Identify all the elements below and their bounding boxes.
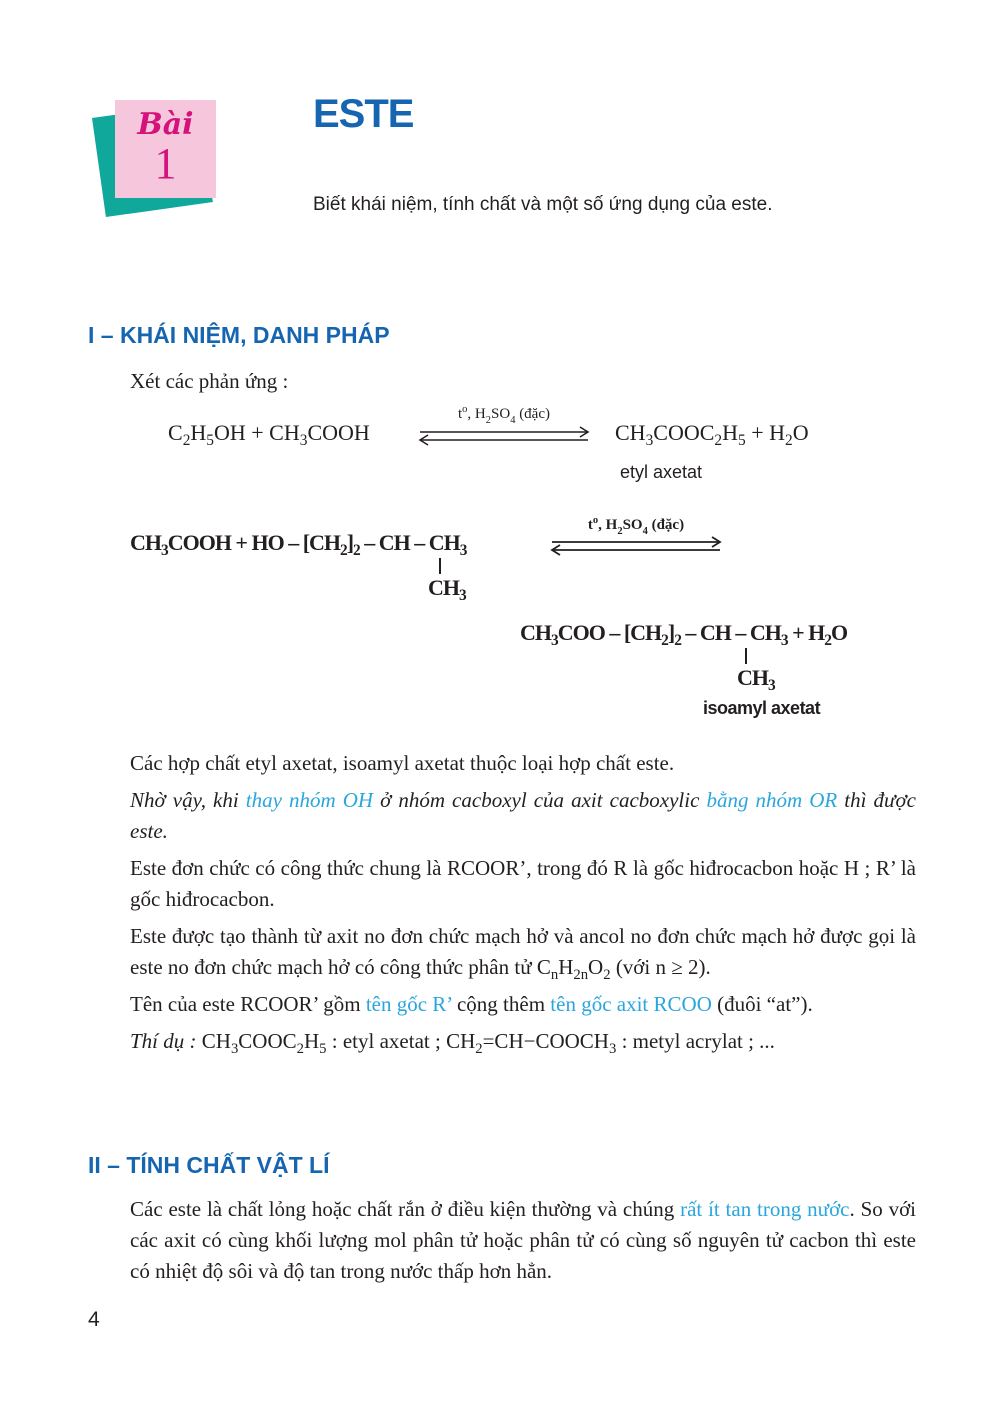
reaction2-products: $CH_3COO - [CH_2]_2$ – CH – $CH_3 + H_2O$ — [520, 620, 848, 649]
reaction1-condition: $t^o$, $H_2SO_4$ (đặc) — [457, 404, 550, 426]
text: Nhờ vậy, khi — [130, 788, 246, 812]
branch-bond — [745, 648, 747, 664]
reaction2-reactants: $CH_3COOH$ + HO – $[CH_2]_2$ – CH – $CH_3$ — [130, 530, 467, 559]
text: : etyl axetat ; — [326, 1029, 447, 1053]
paragraph-definition — [130, 785, 916, 847]
text: (đuôi “at”). — [711, 992, 813, 1016]
text: (với n ≥ 2). — [610, 955, 711, 979]
example-label: Thí dụ : — [130, 1029, 197, 1053]
reaction2-condition: $t^o$, $H_2SO_4$ (đặc) — [587, 515, 685, 537]
paragraph — [130, 989, 916, 1020]
reaction2-product-branch: $CH_3$ — [737, 665, 775, 694]
highlight-text: tên gốc R’ — [365, 992, 452, 1016]
section2-paragraph — [130, 1194, 916, 1287]
reaction1-reactants: $C_2H_5OH$ + $CH_3COOH$ — [168, 420, 370, 449]
lesson-badge-number: 1 — [154, 139, 177, 188]
reaction2-reactant-branch: $CH_3$ — [428, 575, 466, 604]
section1-body — [130, 748, 916, 1063]
text: Tên của este RCOOR’ gồm — [130, 992, 366, 1016]
formula: $C_nH_{2n}O_2$ — [536, 955, 611, 983]
section-heading-2: II – TÍNH CHẤT VẬT LÍ — [88, 1152, 330, 1178]
lesson-badge — [115, 100, 216, 198]
text: Este được tạo thành từ axit no đơn chức mạch hở và ancol no đơn chức mạch hở được gọi là este no đơn chức mạch hở có công thức phân tử — [130, 924, 916, 979]
reaction2-product-name: isoamyl axetat — [703, 698, 821, 718]
page-title: ESTE — [313, 92, 414, 136]
branch-bond — [439, 558, 441, 574]
formula: $CH_3COOC_2H_5$ — [196, 1029, 327, 1057]
text: Các este là chất lỏng hoặc chất rắn ở điều kiện thường và chúng — [130, 1197, 681, 1221]
paragraph: Este đơn chức có công thức chung là RCOOR’, trong đó R là gốc hiđrocacbon hoặc H ; R’ là gốc hiđrocacbon. — [130, 856, 916, 911]
text: thì được este. — [130, 788, 916, 843]
highlight-text: thay nhóm OH — [245, 788, 374, 812]
paragraph: Các hợp chất etyl axetat, isoamyl axetat thuộc loại hợp chất este. — [130, 751, 675, 775]
reaction1-product-name: etyl axetat — [620, 462, 703, 482]
intro-text: Xét các phản ứng : — [130, 369, 289, 393]
reaction1-products: $CH_3COOC_2H_5 + H_2O$ — [615, 420, 809, 449]
text: : metyl acrylat ; ... — [616, 1029, 775, 1053]
reversible-arrow-icon — [418, 424, 590, 450]
highlight-text: tên gốc axit RCOO — [550, 992, 712, 1016]
formula: $CH_2=CH-COOCH_3$ — [446, 1029, 617, 1057]
reversible-arrow-icon — [550, 534, 722, 560]
page-number: 4 — [88, 1308, 100, 1331]
paragraph-example — [130, 1026, 916, 1057]
highlight-text: bằng nhóm OR — [706, 788, 838, 812]
text: ở nhóm cacboxyl của axit cacboxylic — [373, 788, 707, 812]
section-heading-1: I – KHÁI NIỆM, DANH PHÁP — [88, 322, 390, 348]
paragraph — [130, 921, 916, 983]
lesson-objective: Biết khái niệm, tính chất và một số ứng dụng của este. — [313, 194, 773, 215]
text: . So với các axit có cùng khối lượng mol phân tử hoặc phân tử có cùng số nguyên tử cacbon thì este có nhiệt độ sôi và độ tan trong nước thấp hơn hẳn. — [130, 1197, 917, 1283]
highlight-text: rất ít tan trong nước — [680, 1197, 850, 1221]
text: cộng thêm — [451, 992, 551, 1016]
lesson-badge-label: Bài — [137, 107, 194, 142]
